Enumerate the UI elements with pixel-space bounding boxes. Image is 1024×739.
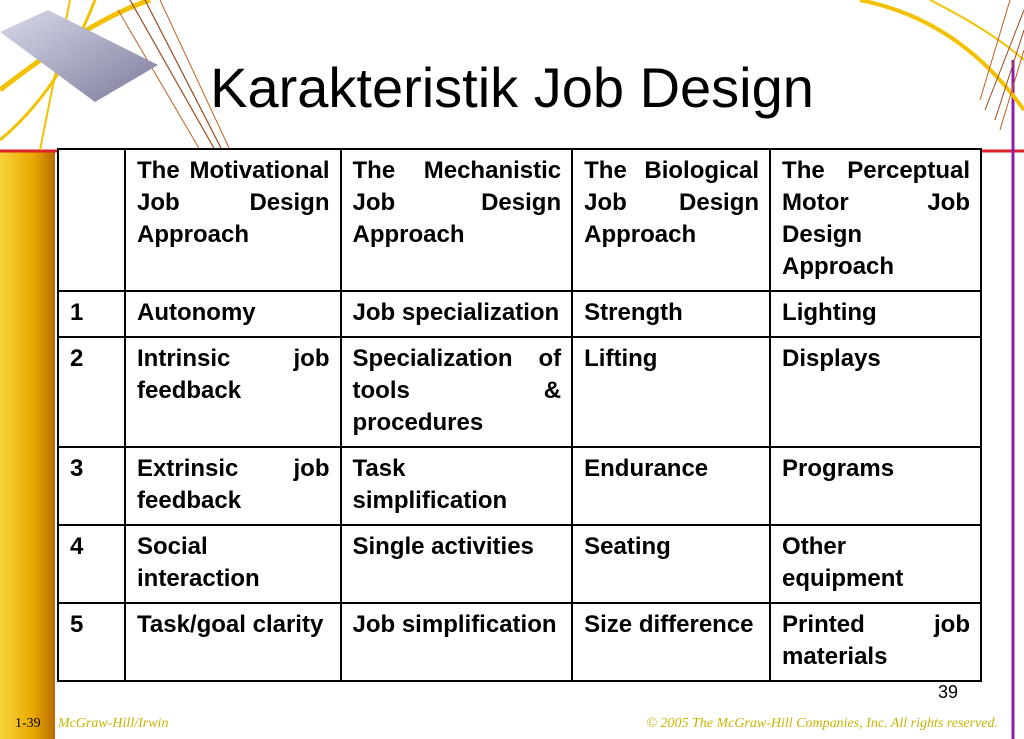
table-row <box>58 447 981 525</box>
page-number: 39 <box>938 682 959 702</box>
cell-mechanistic: Job specialization <box>341 291 573 337</box>
cell-perceptual-motor: Programs <box>770 447 981 525</box>
cell-mechanistic: Job simplification <box>341 603 573 681</box>
cell-mechanistic: Single activities <box>341 525 573 603</box>
copyright-footer: © 2005 The McGraw-Hill Companies, Inc. All rights reserved. <box>646 716 998 731</box>
cell-mechanistic: Specialization of tools & procedures <box>341 337 573 447</box>
job-design-table <box>57 148 982 682</box>
cell-biological: Seating <box>572 525 770 603</box>
table-row <box>58 291 981 337</box>
publisher-footer: McGraw-Hill/Irwin <box>58 716 169 731</box>
cell-biological: Strength <box>572 291 770 337</box>
cell-row-number: 5 <box>58 603 125 681</box>
cell-perceptual-motor: Printed job materials <box>770 603 981 681</box>
slide-code: 1-39 <box>15 716 41 731</box>
cell-row-number: 1 <box>58 291 125 337</box>
cell-motivational: Autonomy <box>125 291 341 337</box>
cell-motivational: Task/goal clarity <box>125 603 341 681</box>
cell-perceptual-motor: Lighting <box>770 291 981 337</box>
table-row <box>58 603 981 681</box>
cell-perceptual-motor: Displays <box>770 337 981 447</box>
table-row <box>58 337 981 447</box>
cell-row-number: 2 <box>58 337 125 447</box>
cell-mechanistic: Task simplification <box>341 447 573 525</box>
table-row <box>58 525 981 603</box>
cell-biological: Size difference <box>572 603 770 681</box>
cell-row-number: 3 <box>58 447 125 525</box>
cell-row-number <box>58 149 125 291</box>
slide-title: Karakteristik Job Design <box>210 56 814 119</box>
cell-motivational: Social interaction <box>125 525 341 603</box>
cell-biological: The Biological Job Design Approach <box>572 149 770 291</box>
left-gold-bar <box>0 150 55 739</box>
cell-perceptual-motor: Other equipment <box>770 525 981 603</box>
header-row <box>58 149 981 291</box>
cell-motivational: Extrinsic job feedback <box>125 447 341 525</box>
cell-motivational: The Motivational Job Design Approach <box>125 149 341 291</box>
cell-motivational: Intrinsic job feedback <box>125 337 341 447</box>
cell-row-number: 4 <box>58 525 125 603</box>
cell-mechanistic: The Mechanistic Job Design Approach <box>341 149 573 291</box>
cell-biological: Endurance <box>572 447 770 525</box>
cell-perceptual-motor: The Perceptual Motor Job Design Approach <box>770 149 981 291</box>
cell-biological: Lifting <box>572 337 770 447</box>
